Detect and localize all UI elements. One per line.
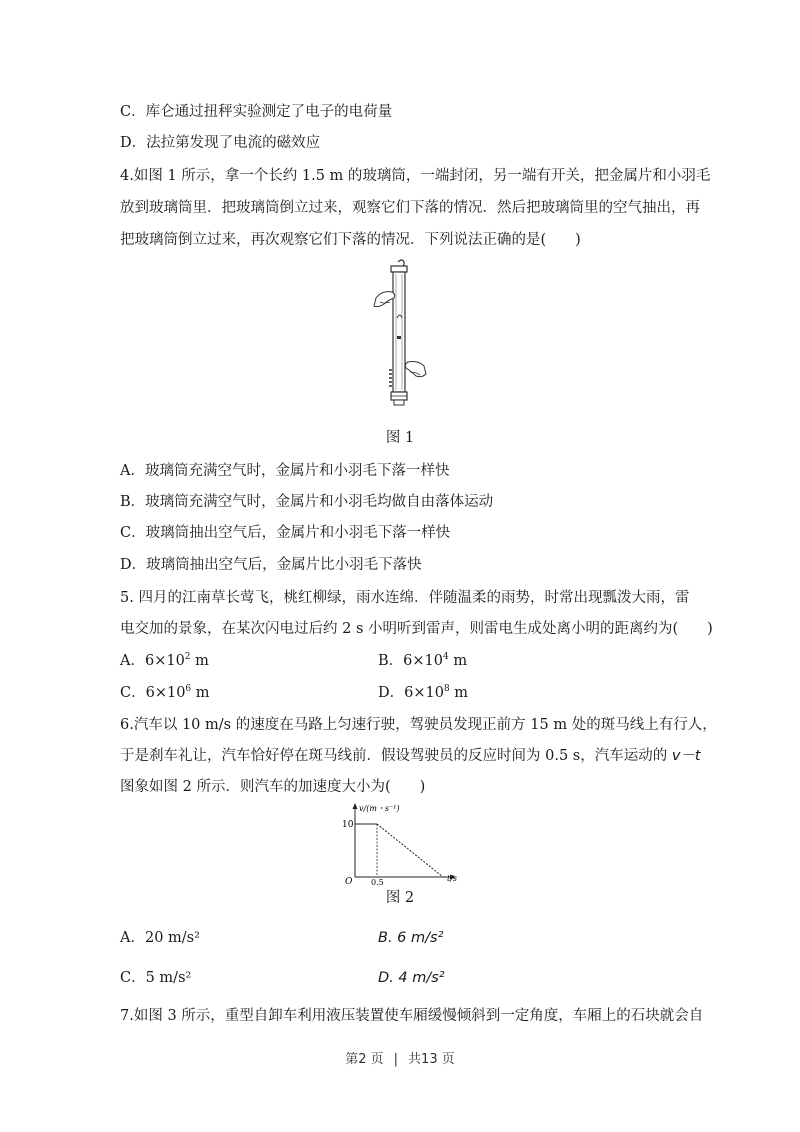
q5-option-a: A．$6\times 10^2$ m — [120, 652, 209, 669]
q4-stem-line3: 把玻璃筒倒立过来，再次观察它们下落的情况．下列说法正确的是( ) — [120, 232, 581, 248]
q5-option-c: C．$6\times 10^6$ m — [120, 684, 210, 701]
y-axis-arrow — [353, 803, 358, 809]
q5-stem-line1: 5. 四月的江南草长莺飞，桃红柳绿，雨水连绵．伴随温柔的雨势，时常出现瓢泼大雨，雷 — [120, 590, 690, 606]
page-footer — [0, 1048, 800, 1067]
origin-label: O — [345, 877, 353, 885]
figure-2-caption: 图 2 — [385, 890, 415, 906]
q6-option-a: A．20 m/s² — [120, 930, 200, 946]
vt-segment-1 — [377, 824, 443, 877]
page-number: 第2 页 — [345, 1052, 384, 1067]
glass-tube-figure — [368, 258, 432, 416]
figure-1-caption: 图 1 — [385, 430, 415, 446]
q4-option-b: B．玻璃筒充满空气时，金属片和小羽毛均做自由落体运动 — [120, 494, 494, 510]
q6-stem-line3: 图象如图 2 所示．则汽车的加速度大小为( ) — [120, 779, 426, 795]
q6-stem-line1: 6.汽车以 10 m/s 的速度在马路上匀速行驶，驾驶员发现正前方 15 m 处的斑马线上有行人， — [120, 717, 717, 733]
q4-stem-line1: 4.如图 1 所示，拿一个长约 1.5 m 的玻璃筒，一端封闭，另一端有开关，把金属片和小羽毛 — [120, 168, 711, 184]
q4-option-d: D．玻璃筒抽出空气后，金属片比小羽毛下落快 — [120, 557, 422, 573]
q3-option-c: C．库仑通过扭秤实验测定了电子的电荷量 — [120, 104, 393, 120]
y-tick-label: 10 — [342, 820, 354, 830]
x-tick-label: 0.5 — [371, 878, 384, 885]
q7-stem-line1: 7.如图 3 所示，重型自卸车利用液压装置使车厢缓慢倾斜到一定角度，车厢上的石块就会自 — [120, 1008, 704, 1024]
q4-stem-line2: 放到玻璃筒里．把玻璃筒倒立过来，观察它们下落的情况．然后把玻璃筒里的空气抽出，再 — [120, 200, 700, 216]
q5-stem-line2: 电交加的景象，在某次闪电过后约 2 s 小明听到雷声，则雷电生成处离小明的距离约为( ) — [120, 621, 713, 637]
q6-option-d: D. 4 m/s² — [378, 970, 445, 986]
q6-option-c: C．5 m/s² — [120, 970, 192, 986]
q5-option-d: D．$6\times 10^8$ m — [378, 684, 469, 701]
q6-option-b: B. 6 m/s² — [378, 930, 444, 946]
x-axis-label: t/s — [447, 874, 458, 883]
q4-option-c: C．玻璃筒抽出空气后，金属片和小羽毛下落一样快 — [120, 525, 451, 541]
page-total: 共13 页 — [408, 1052, 455, 1067]
vt-symbol: v－t — [671, 748, 701, 764]
q3-option-d: D．法拉第发现了电流的磁效应 — [120, 135, 321, 151]
q5-option-b: B．$6\times 10^4$ m — [378, 652, 468, 669]
y-axis-label: v/(m・s⁻¹) — [359, 804, 400, 813]
q6-stem-line2: 于是刹车礼让，汽车恰好停在斑马线前．假设驾驶员的反应时间为 0.5 s，汽车运动的 v－t — [120, 748, 701, 764]
vt-graph — [335, 800, 470, 885]
q4-option-a: A．玻璃筒充满空气时，金属片和小羽毛下落一样快 — [120, 463, 450, 479]
footer-separator: | — [393, 1052, 399, 1067]
